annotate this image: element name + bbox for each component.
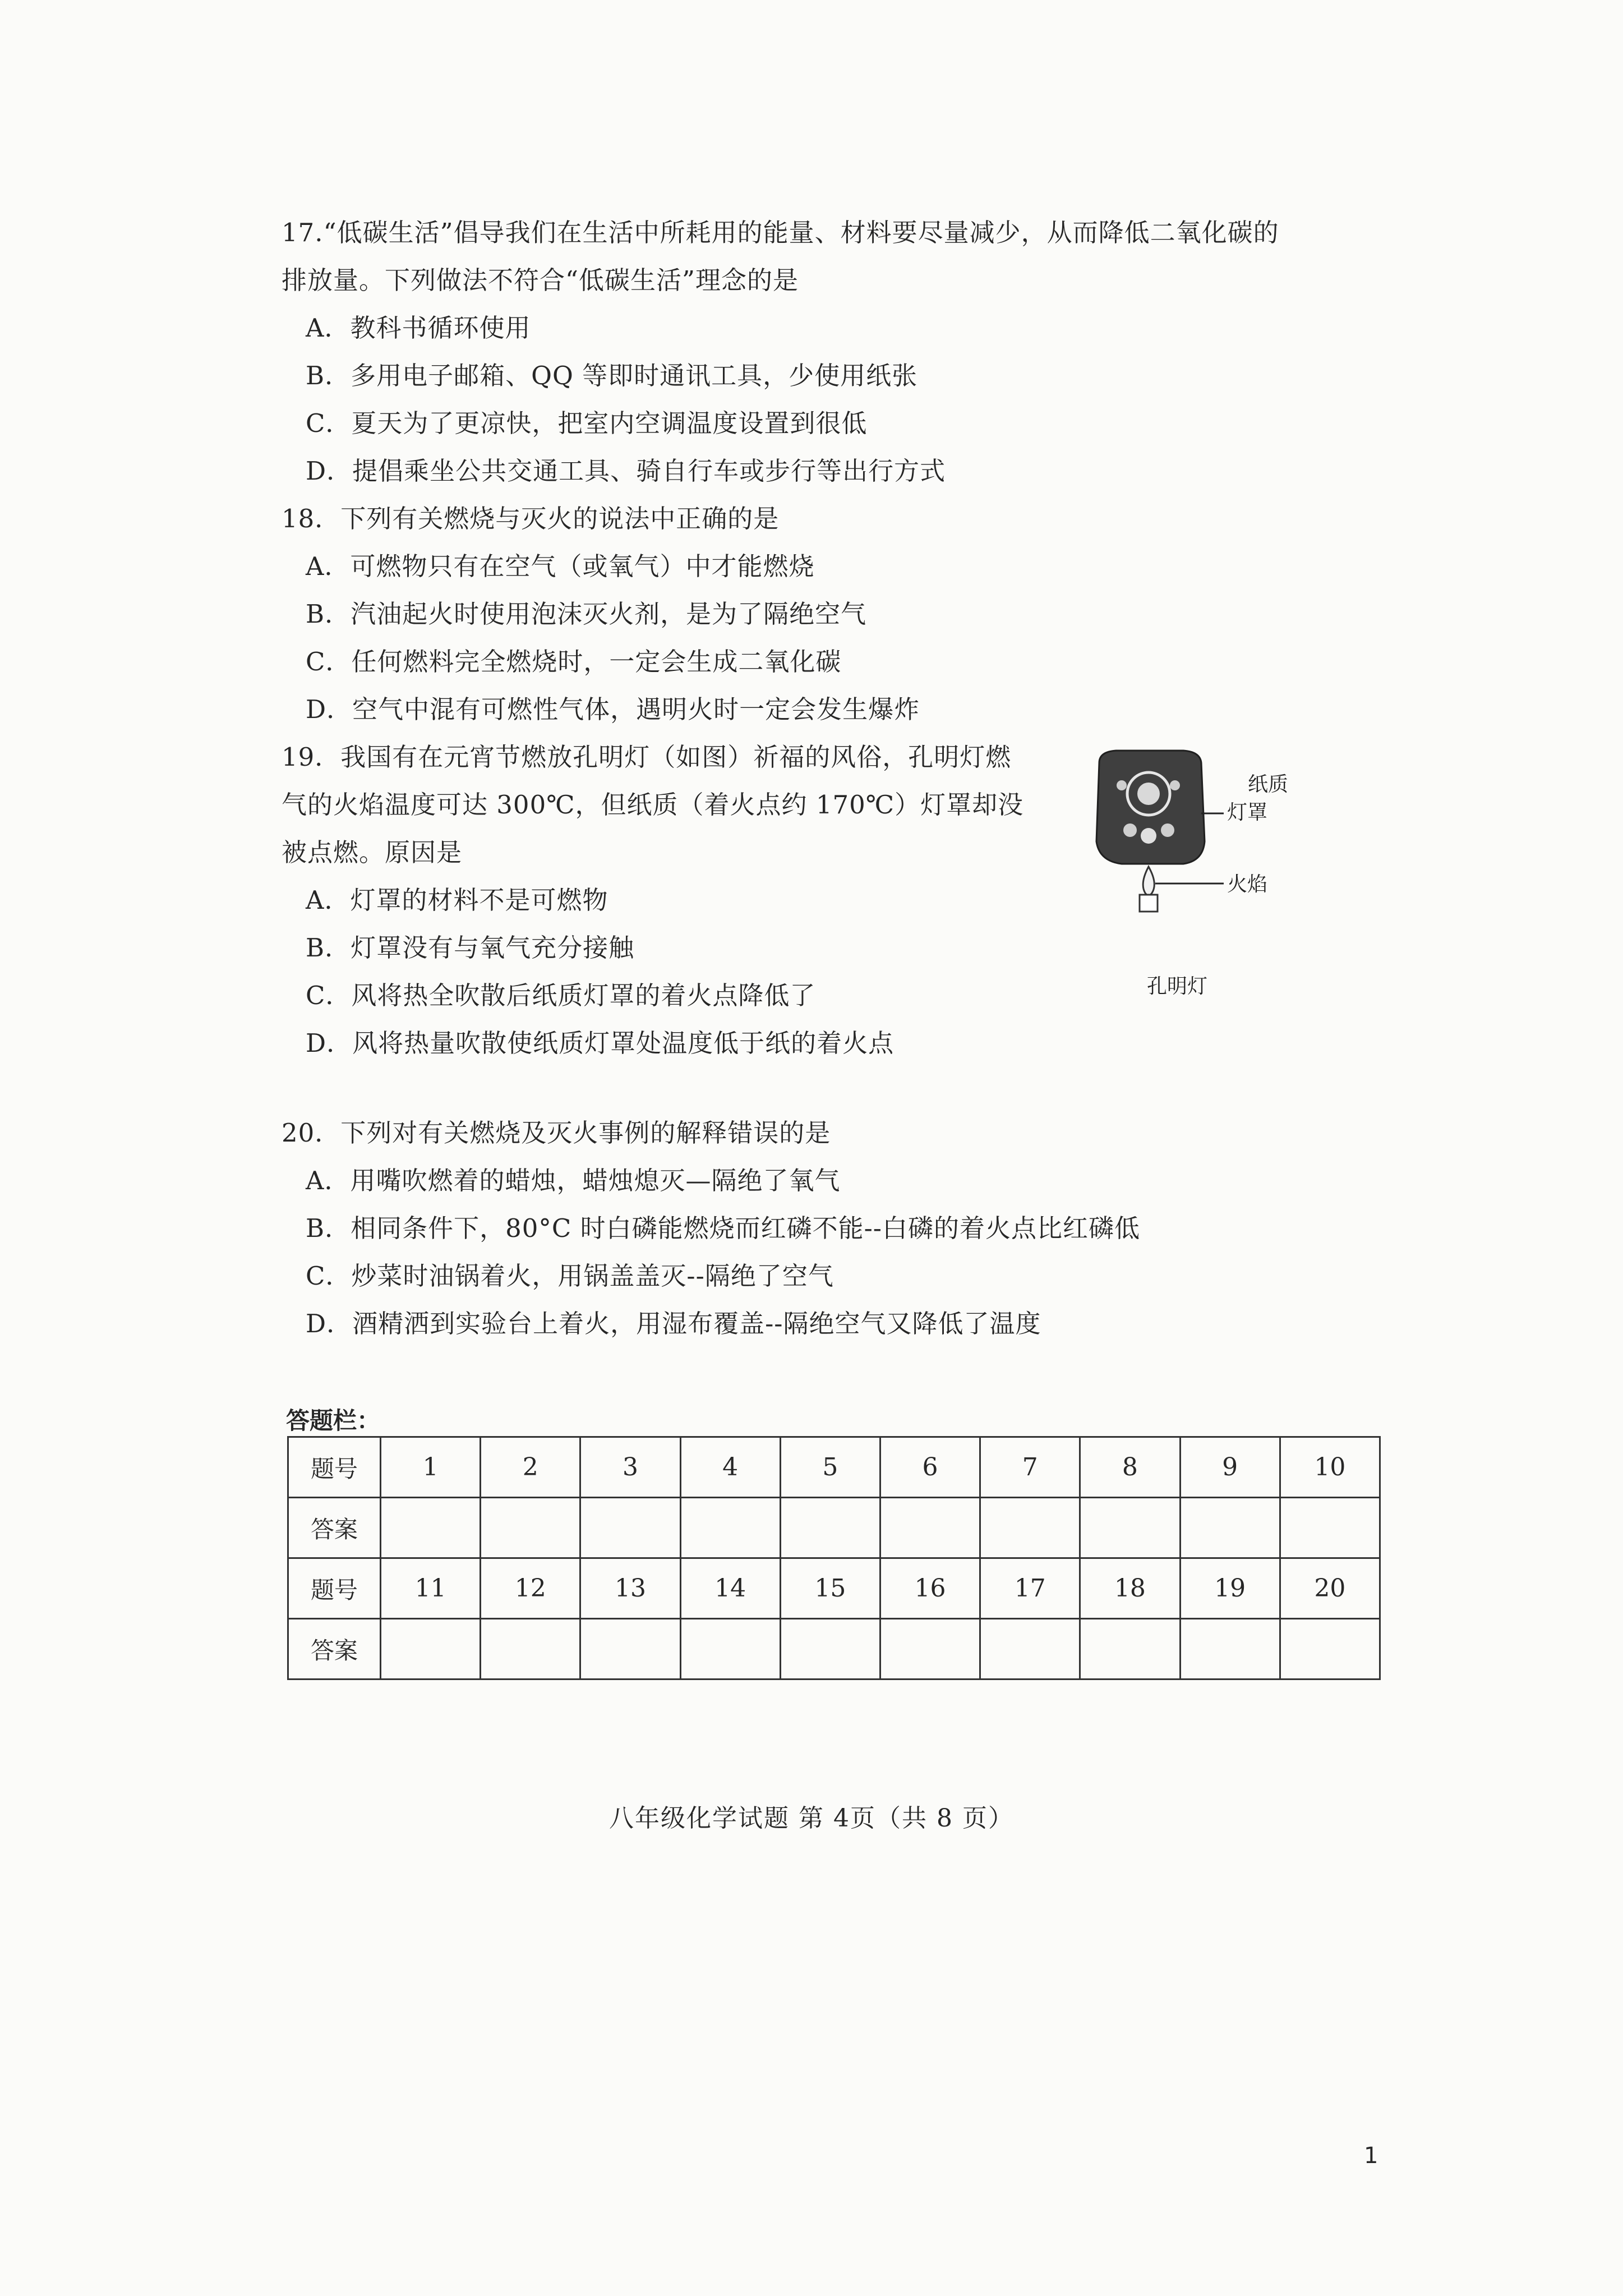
- lantern-ornament-dot: [1117, 780, 1127, 790]
- q20-option-b: B．相同条件下，80°C 时白磷能燃烧而红磷不能--白磷的着火点比红磷低: [306, 1213, 1140, 1243]
- question-number: 10: [1280, 1437, 1380, 1498]
- page-footer: 八年级化学试题 第 4页（共 8 页）: [609, 1804, 1014, 1833]
- row-label-answer: 答案: [288, 1498, 381, 1558]
- q18-option-d: D．空气中混有可燃性气体，遇明火时一定会发生爆炸: [306, 694, 920, 724]
- question-number: 5: [780, 1437, 880, 1498]
- lantern-ornament-dot: [1141, 828, 1156, 844]
- page-number: 1: [1364, 2143, 1378, 2169]
- q17-option-c: C．夏天为了更凉快，把室内空调温度设置到很低: [306, 408, 868, 438]
- question-number: 4: [680, 1437, 780, 1498]
- lantern-shade: [1096, 751, 1205, 864]
- q17-option-d: D．提倡乘坐公共交通工具、骑自行车或步行等出行方式: [306, 456, 946, 486]
- q17-option-b: B．多用电子邮箱、QQ 等即时通讯工具，少使用纸张: [306, 361, 918, 390]
- answer-table: [287, 1436, 1381, 1680]
- answer-cell[interactable]: [780, 1498, 880, 1558]
- q19-stem-line1: 19．我国有在元宵节燃放孔明灯（如图）祈福的风俗，孔明灯燃: [282, 742, 1012, 772]
- answer-cell[interactable]: [1180, 1498, 1280, 1558]
- answer-cell[interactable]: [1180, 1619, 1280, 1680]
- q19-stem-line2: 气的火焰温度可达 300℃，但纸质（着火点约 170℃）灯罩却没: [282, 790, 1024, 820]
- q20-option-a: A．用嘴吹燃着的蜡烛，蜡烛熄灭—隔绝了氧气: [306, 1166, 841, 1195]
- table-row-numbers-2: [288, 1558, 1380, 1619]
- q19-option-c: C．风将热全吹散后纸质灯罩的着火点降低了: [306, 981, 816, 1010]
- lantern-ornament-dot: [1170, 780, 1180, 790]
- question-number: 8: [1080, 1437, 1180, 1498]
- question-number: 9: [1180, 1437, 1280, 1498]
- table-row-numbers-1: [288, 1437, 1380, 1498]
- answer-cell[interactable]: [481, 1619, 580, 1680]
- label-paper-line1: 纸质: [1248, 773, 1289, 796]
- kongming-lantern-figure: [1077, 746, 1340, 1015]
- question-number: 20: [1280, 1558, 1380, 1619]
- q17-stem-line1: 17.“低碳生活”倡导我们在生活中所耗用的能量、材料要尽量减少，从而降低二氧化碳的: [282, 218, 1279, 247]
- q17-option-a: A．教科书循环使用: [306, 313, 531, 343]
- answer-cell[interactable]: [1280, 1619, 1380, 1680]
- q18-option-b: B．汽油起火时使用泡沫灭火剂，是为了隔绝空气: [306, 599, 867, 629]
- q20-stem: 20．下列对有关燃烧及灭火事例的解释错误的是: [282, 1118, 831, 1148]
- row-label-number: 题号: [288, 1558, 381, 1619]
- answer-cell[interactable]: [381, 1498, 481, 1558]
- q19-stem-line3: 被点燃。原因是: [282, 838, 463, 867]
- question-number: 6: [880, 1437, 980, 1498]
- answer-cell[interactable]: [381, 1619, 481, 1680]
- q18-option-c: C．任何燃料完全燃烧时，一定会生成二氧化碳: [306, 647, 842, 677]
- table-row-answers-1: [288, 1498, 1380, 1558]
- answer-cell[interactable]: [980, 1498, 1080, 1558]
- question-number: 1: [381, 1437, 481, 1498]
- lantern-ornament-dot: [1123, 823, 1137, 837]
- table-row-answers-2: [288, 1619, 1380, 1680]
- answer-cell[interactable]: [680, 1498, 780, 1558]
- label-flame: 火焰: [1227, 873, 1268, 896]
- lantern-flame: [1143, 867, 1154, 895]
- question-number: 17: [980, 1558, 1080, 1619]
- q17-stem-line2: 排放量。下列做法不符合“低碳生活”理念的是: [282, 265, 799, 295]
- answer-sheet-label: 答题栏：: [286, 1407, 381, 1434]
- answer-cell[interactable]: [980, 1619, 1080, 1680]
- q20-option-d: D．酒精洒到实验台上着火，用湿布覆盖--隔绝空气又降低了温度: [306, 1309, 1041, 1338]
- figure-caption: 孔明灯: [1147, 975, 1208, 998]
- question-number: 3: [580, 1437, 680, 1498]
- question-number: 11: [381, 1558, 481, 1619]
- answer-cell[interactable]: [1080, 1498, 1180, 1558]
- answer-cell[interactable]: [880, 1498, 980, 1558]
- q19-option-d: D．风将热量吹散使纸质灯罩处温度低于纸的着火点: [306, 1028, 895, 1058]
- lantern-ornament-dot: [1161, 823, 1174, 837]
- answer-cell[interactable]: [481, 1498, 580, 1558]
- question-number: 15: [780, 1558, 880, 1619]
- q20-option-c: C．炒菜时油锅着火，用锅盖盖灭--隔绝了空气: [306, 1261, 834, 1291]
- row-label-number: 题号: [288, 1437, 381, 1498]
- answer-cell[interactable]: [780, 1619, 880, 1680]
- q18-option-a: A．可燃物只有在空气（或氧气）中才能燃烧: [306, 551, 815, 581]
- question-number: 16: [880, 1558, 980, 1619]
- lantern-ornament-center: [1137, 783, 1160, 805]
- lantern-holder: [1140, 895, 1158, 912]
- answer-cell[interactable]: [580, 1619, 680, 1680]
- question-number: 13: [580, 1558, 680, 1619]
- question-number: 19: [1180, 1558, 1280, 1619]
- answer-cell[interactable]: [580, 1498, 680, 1558]
- q19-option-a: A．灯罩的材料不是可燃物: [306, 885, 608, 915]
- question-number: 12: [481, 1558, 580, 1619]
- question-number: 2: [481, 1437, 580, 1498]
- answer-cell[interactable]: [880, 1619, 980, 1680]
- answer-cell[interactable]: [1080, 1619, 1180, 1680]
- label-paper-line2: 灯罩: [1227, 801, 1268, 824]
- row-label-answer: 答案: [288, 1619, 381, 1680]
- question-number: 7: [980, 1437, 1080, 1498]
- question-number: 18: [1080, 1558, 1180, 1619]
- answer-cell[interactable]: [680, 1619, 780, 1680]
- question-number: 14: [680, 1558, 780, 1619]
- answer-cell[interactable]: [1280, 1498, 1380, 1558]
- q19-option-b: B．灯罩没有与氧气充分接触: [306, 933, 635, 963]
- q18-stem: 18．下列有关燃烧与灭火的说法中正确的是: [282, 504, 780, 533]
